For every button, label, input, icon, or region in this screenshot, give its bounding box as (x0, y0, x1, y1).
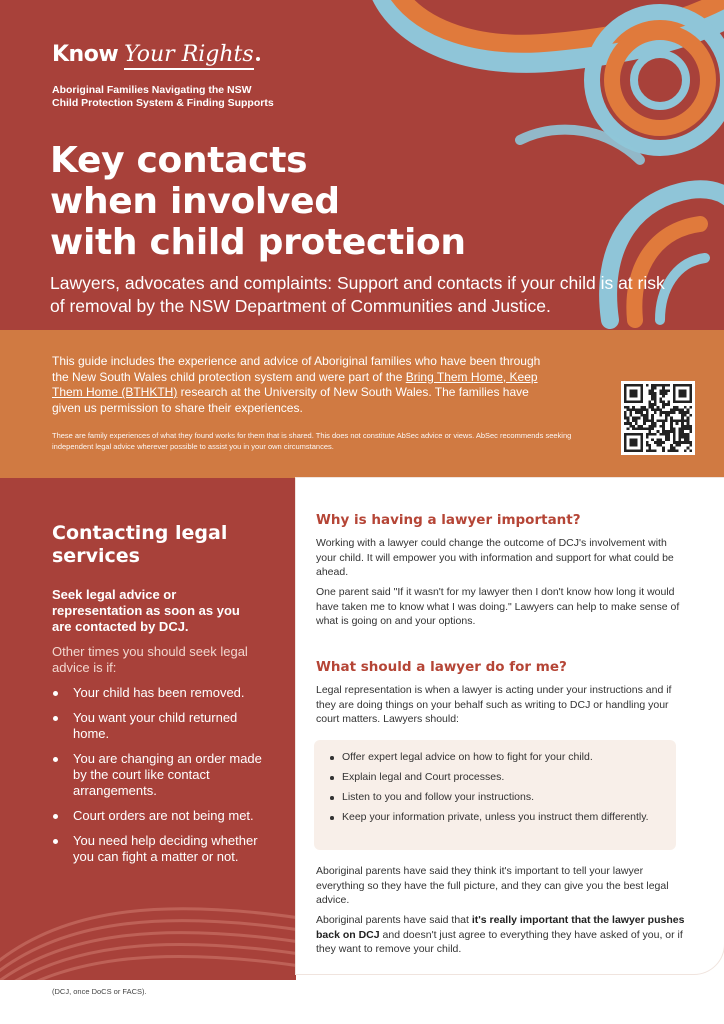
why-lawyer-para2: One parent said "If it wasn't for my lawyer then I don't know how long it would have taken me to know what I was doing." Lawyers can help to make sense of what is going on and your options. (316, 586, 680, 627)
list-item: Listen to you and follow your instructions. (330, 790, 662, 804)
page-title-line2: when involved (50, 181, 340, 222)
wave-decoration (0, 878, 296, 980)
bthkth-link[interactable]: Bring Them Home, Keep Them Home (BTHKTH) (52, 369, 538, 399)
tell-lawyer-para: Aboriginal parents have said they think it's important to tell your lawyer everything so they have the full picture, and they can give you the best legal advice. (316, 865, 669, 906)
list-item: Your child has been removed. (52, 685, 270, 701)
legal-services-panel (0, 478, 296, 980)
list-item: Explain legal and Court processes. (330, 770, 662, 784)
intro-disclaimer: These are family experiences of what they found works for them that is shared. This does not constitute AbSec advice or views. AbSec recommends seeking independent legal advice wherever possible to assist you in your own circumstances. (52, 431, 572, 451)
intro-band (0, 330, 724, 478)
brand-subtitle (52, 84, 372, 110)
pushback-text-before: Aboriginal parents have said that (316, 914, 472, 926)
footnote: (DCJ, once DoCS or FACS). (52, 987, 147, 996)
lawyer-should-list (314, 740, 676, 824)
list-item: Keep your information private, unless you instruct them differently. (330, 810, 662, 824)
lawyer-should-box (314, 740, 676, 850)
legal-services-lead: Seek legal advice or representation as soon as you are contacted by DCJ. (52, 587, 240, 634)
list-item: You want your child returned home. (52, 710, 270, 742)
list-item: You need help deciding whether you can fight a matter or not. (52, 833, 270, 865)
intro-text-after: research at the University of New South Wales. The families have given us permission to share their experiences. (52, 385, 529, 415)
brand-subtitle-line1: Aboriginal Families Navigating the NSW (52, 84, 252, 96)
lawyer-info-card (296, 478, 724, 974)
what-lawyer-heading: What should a lawyer do for me? (316, 659, 567, 675)
page-title (50, 140, 530, 263)
page-title-line1: Key contacts (50, 140, 308, 181)
brand-know-text: Know (52, 42, 119, 67)
brand-logo (52, 42, 260, 67)
header-banner (0, 0, 724, 330)
pushback-text-after: and doesn't just agree to everything they have asked of you, or if they want to remove your child. (316, 928, 683, 955)
pushback-text-bold: it's really important that the lawyer pushes back on DCJ (316, 914, 685, 941)
list-item: Offer expert legal advice on how to fight for your child. (330, 750, 662, 764)
lawyer-info-panel (296, 478, 724, 980)
list-item: Court orders are not being met. (52, 808, 270, 824)
qr-code-pattern (624, 384, 692, 452)
intro-text-before: This guide includes the experience and advice of Aboriginal families who have been through the New South Wales child protection system and were part of the (52, 354, 541, 384)
what-lawyer-para: Legal representation is when a lawyer is acting under your instructions and if they are doing things on your behalf such as writing to DCJ or handling your court matters. Lawyers should: (316, 684, 672, 725)
legal-services-title: Contacting legal services (52, 522, 228, 567)
brand-your-rights-text: Your Rights (124, 42, 254, 70)
why-lawyer-heading: Why is having a lawyer important? (316, 512, 581, 528)
list-item: You are changing an order made by the court like contact arrangements. (52, 751, 270, 799)
brand-subtitle-line2: Child Protection System & Finding Supports (52, 97, 274, 109)
page-subtitle: Lawyers, advocates and complaints: Support and contacts if your child is at risk of removal by the NSW Department of Communities and Justice. (50, 273, 665, 316)
brand-dot (256, 57, 260, 61)
legal-services-other: Other times you should seek legal advice is if: (52, 644, 248, 675)
legal-advice-list (52, 685, 270, 874)
page-title-line3: with child protection (50, 222, 466, 263)
qr-code[interactable] (621, 381, 695, 455)
why-lawyer-para1: Working with a lawyer could change the outcome of DCJ's involvement with your child. It will empower you with information and support for what could be ahead. (316, 537, 674, 578)
pushback-para (316, 913, 686, 957)
intro-text (52, 354, 552, 416)
